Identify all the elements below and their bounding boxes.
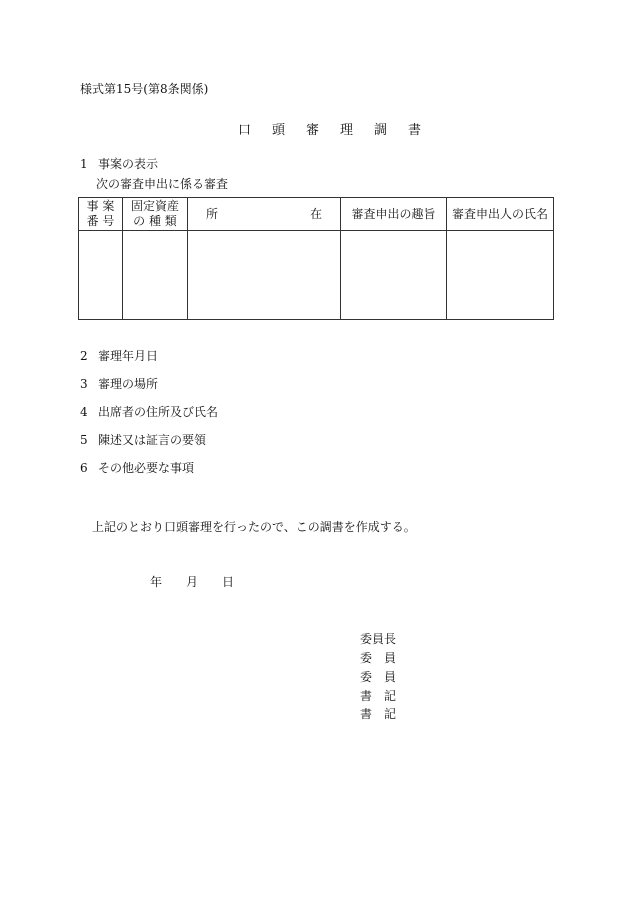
section-1-subtext: 次の審査申出に係る審査 bbox=[96, 177, 229, 191]
document-title: 口頭審理調書 bbox=[238, 123, 443, 138]
signatory-chair: 委員長 bbox=[360, 632, 397, 646]
date-line bbox=[150, 573, 234, 590]
section-1-number: 1 bbox=[80, 157, 88, 171]
header-type-line2: の 種 類 bbox=[133, 214, 177, 228]
date-day: 日 bbox=[222, 575, 235, 589]
item-2-number: 2 bbox=[80, 349, 88, 363]
header-case-number bbox=[79, 198, 123, 231]
signatory-clerk-1: 書 記 bbox=[360, 689, 397, 703]
header-case-line2: 番 号 bbox=[86, 214, 115, 228]
section-1-heading bbox=[80, 155, 158, 172]
section-1-label: 事案の表示 bbox=[98, 157, 159, 171]
header-gist: 審査申出の趣旨 bbox=[341, 198, 447, 231]
signatory-member-1: 委 員 bbox=[360, 651, 397, 665]
item-6-label: その他必要な事項 bbox=[98, 461, 195, 475]
item-5-label: 陳述又は証言の要領 bbox=[98, 433, 207, 447]
item-6 bbox=[80, 459, 194, 476]
closing-note: 上記のとおり口頭審理を行ったので、この調書を作成する。 bbox=[92, 520, 416, 534]
item-5-number: 5 bbox=[80, 433, 88, 447]
item-4 bbox=[80, 403, 218, 420]
item-5 bbox=[80, 431, 206, 448]
cell-applicant bbox=[447, 231, 554, 320]
signatory-clerk-2: 書 記 bbox=[360, 707, 397, 721]
item-3 bbox=[80, 375, 158, 392]
cell-gist bbox=[341, 231, 447, 320]
item-3-number: 3 bbox=[80, 377, 88, 391]
cell-location bbox=[188, 231, 341, 320]
item-6-number: 6 bbox=[80, 461, 88, 475]
item-4-number: 4 bbox=[80, 405, 88, 419]
item-4-label: 出席者の住所及び氏名 bbox=[98, 405, 219, 419]
cell-asset-type bbox=[123, 231, 188, 320]
date-year: 年 bbox=[150, 575, 163, 589]
form-number: 様式第15号(第8条関係) bbox=[80, 82, 209, 96]
date-month: 月 bbox=[186, 575, 199, 589]
header-type-line1: 固定資産 bbox=[130, 199, 179, 213]
header-location bbox=[188, 198, 341, 231]
signatory-member-2: 委 員 bbox=[360, 670, 397, 684]
case-table bbox=[78, 197, 554, 320]
table-row bbox=[79, 231, 554, 320]
header-case-line1: 事 案 bbox=[86, 199, 115, 213]
header-asset-type bbox=[123, 198, 188, 231]
header-location-left: 所 bbox=[206, 206, 219, 221]
item-2-label: 審理年月日 bbox=[98, 349, 159, 363]
header-applicant: 審査申出人の氏名 bbox=[447, 198, 554, 231]
table-header-row bbox=[79, 198, 554, 231]
item-3-label: 審理の場所 bbox=[98, 377, 159, 391]
item-2 bbox=[80, 347, 158, 364]
header-location-right: 在 bbox=[309, 206, 322, 221]
cell-case-number bbox=[79, 231, 123, 320]
